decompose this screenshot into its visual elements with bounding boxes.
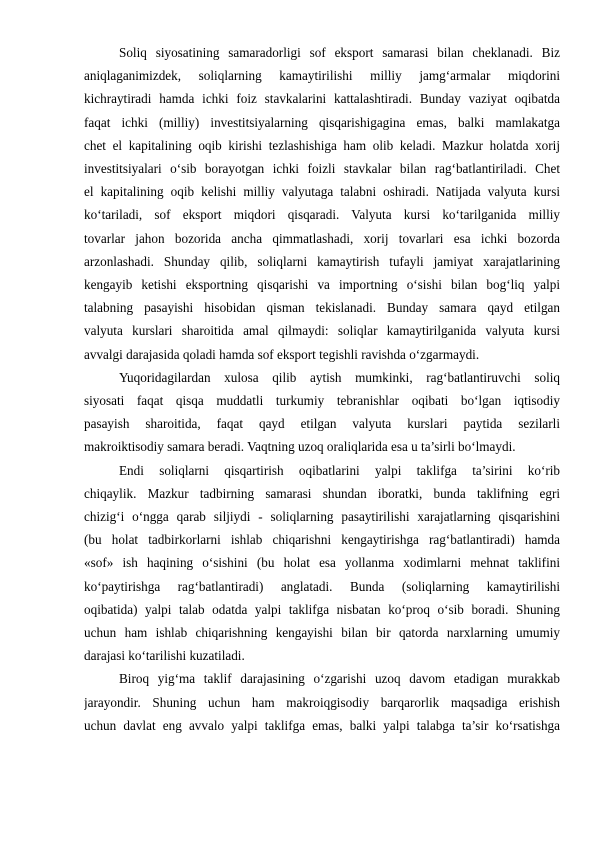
paragraph bbox=[84, 41, 560, 366]
paragraph bbox=[84, 366, 560, 459]
text-line: pasayish sharoitida, faqat qayd etilgan valyuta kurslari paytida sezilarli bbox=[84, 416, 560, 432]
text-line: faqat ichki (milliy) investitsiyalarning qisqarishigagina emas, balki mamlakatga bbox=[84, 114, 560, 130]
text-line: «sof» ish haqining o‘sishini (bu holat esa yollanma xodimlarni mehnat taklifini bbox=[84, 555, 560, 571]
text-line: Soliq siyosatining samaradorligi sof eksport samarasi bilan cheklanadi. Biz bbox=[119, 45, 560, 60]
text-line: aniqlaganimizdek, soliqlarning kamaytirilishi milliy jamg‘armalar miqdorini bbox=[84, 68, 560, 84]
paragraph bbox=[84, 459, 560, 668]
text-line: chizig‘i o‘ngga qarab siljiydi - soliqlarning pasaytirilishi xarajatlarning qisqarishini bbox=[84, 509, 560, 525]
text-line: Endi soliqlarni qisqartirish oqibatlarini yalpi taklifga ta’sirini ko‘rib bbox=[119, 462, 560, 478]
text-line: oqibatida) yalpi talab odatda yalpi taklifga nisbatan ko‘proq o‘sib boradi. Shuning bbox=[84, 601, 560, 617]
text-line: jarayondir. Shuning uchun ham makroiqgisodiy barqarorlik maqsadiga erishish bbox=[84, 694, 560, 710]
text-line: ko‘paytirishga rag‘batlantiradi) anglatadi. Bunda (soliqlarning kamaytirilishi bbox=[84, 578, 560, 594]
text-line: Yuqoridagilardan xulosa qilib aytish mumkinki, rag‘batlantiruvchi soliq bbox=[119, 369, 560, 385]
text-line: ko‘tariladi, sof eksport miqdori qisqaradi. Valyuta kursi ko‘tarilganida milliy bbox=[84, 207, 560, 223]
text-line: (bu holat tadbirkorlarni ishlab chiqarishni kengaytirishga rag‘batlantiradi) hamda bbox=[84, 532, 560, 548]
text-line: tovarlar jahon bozorida ancha qimmatlashadi, xorij tovarlari esa ichki bozorda bbox=[84, 230, 560, 246]
text-line: avvalgi darajasida qoladi hamda sof eksport tegishli ravishda o‘zgarmaydi. bbox=[84, 346, 480, 362]
text-line: makroiktisodiy samara beradi. Vaqtning uzoq oraliqlarida esa u ta’sirli bo‘lmaydi. bbox=[84, 439, 516, 455]
text-line: siyosati faqat qisqa muddatli turkumiy tebranishlar oqibati bo‘lgan iqtisodiy bbox=[84, 393, 560, 409]
text-line: arzonlashadi. Shunday qilib, soliqlarni kamaytirish tufayli jamiyat xarajatlarining bbox=[84, 253, 560, 269]
text-line: uchun ham ishlab chiqarishning kengayishi bilan bir qatorda narxlarning umumiy bbox=[84, 625, 560, 641]
text-line: darajasi ko‘tarilishi kuzatiladi. bbox=[84, 648, 245, 664]
text-line: kichraytiradi hamda ichki foiz stavkalarini kattalashtiradi. Bunday vaziyat oqibatda bbox=[84, 91, 560, 107]
text-line: chet el kapitalining oqib kirishi tezlashishiga ham olib keladi. Mazkur holatda xorij bbox=[84, 137, 560, 153]
text-line: talabning pasayishi hisobidan qisman tekislanadi. Bunday samara qayd etilgan bbox=[84, 300, 560, 316]
text-line: Biroq yig‘ma taklif darajasining o‘zgarishi uzoq davom etadigan murakkab bbox=[119, 671, 560, 687]
text-line: uchun davlat eng avvalo yalpi taklifga emas, balki yalpi talabga ta’sir ko‘rsatishga bbox=[84, 717, 560, 733]
text-line: chiqaylik. Mazkur tadbirning samarasi shundan iboratki, bunda taklifning egri bbox=[84, 485, 560, 501]
paragraph bbox=[84, 667, 560, 737]
text-line: valyuta kurslari sharoitida amal qilmaydi: soliqlar kamaytirilganida valyuta kursi bbox=[84, 323, 560, 339]
document-body bbox=[84, 41, 560, 737]
text-line: el kapitalining oqib kelishi milliy valyutaga talabni oshiradi. Natijada valyuta kursi bbox=[84, 184, 560, 200]
text-line: kengayib ketishi eksportning qisqarishi va importning o‘sishi bilan bog‘liq yalpi bbox=[84, 277, 560, 293]
text-line: investitsiyalari o‘sib borayotgan ichki foizli stavkalar bilan rag‘batlantiriladi. Chet bbox=[84, 161, 560, 177]
